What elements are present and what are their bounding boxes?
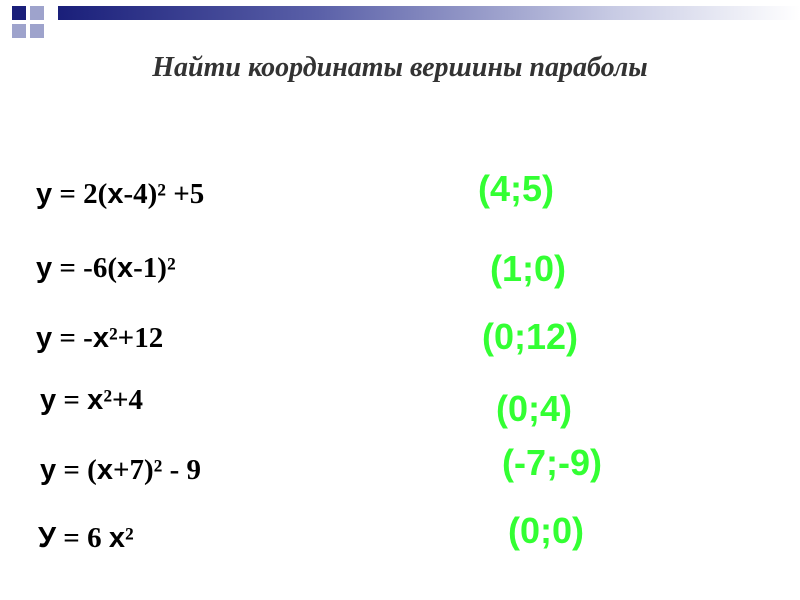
equation-part: +7)² - 9	[112, 454, 202, 486]
var-x: х	[87, 384, 104, 416]
equation-part: ²+4	[103, 384, 144, 416]
decor-gradient-bar	[58, 6, 800, 20]
answer-3: (0;12)	[482, 316, 579, 357]
equation-part: = 6	[56, 522, 109, 554]
answer-2: (1;0)	[490, 248, 567, 289]
equation-1	[36, 178, 204, 211]
equation-part: ²	[124, 522, 134, 554]
var-x: х	[108, 522, 125, 554]
equation-3	[36, 322, 163, 355]
equation-2	[36, 252, 176, 285]
equation-part: -4)² +5	[123, 178, 205, 210]
var-x: х	[92, 322, 109, 354]
equation-part: =	[56, 384, 88, 416]
var-y: у	[40, 384, 57, 416]
slide-decoration	[0, 0, 800, 48]
decor-square	[12, 6, 26, 20]
var-x: х	[107, 178, 124, 210]
var-y: у	[40, 454, 57, 486]
answer-1: (4;5)	[478, 168, 555, 209]
equation-6	[38, 522, 134, 555]
var-y: у	[36, 178, 53, 210]
var-x: х	[116, 252, 134, 284]
answer-4: (0;4)	[496, 388, 573, 429]
decor-square	[12, 24, 26, 38]
answer-5: (-7;-9)	[502, 442, 602, 483]
answer-6: (0;0)	[508, 510, 585, 551]
slide-title: Найти координаты вершины параболы	[152, 52, 648, 83]
decor-square	[30, 6, 44, 20]
var-y: у	[36, 322, 53, 354]
var-x: х	[96, 454, 113, 486]
equation-4	[40, 384, 143, 417]
equation-part: = (	[56, 454, 97, 486]
equation-part: ²+12	[108, 322, 164, 354]
decor-square	[30, 24, 44, 38]
var-y: У	[38, 522, 57, 554]
var-y: у	[36, 252, 53, 284]
equation-part: = -	[52, 322, 93, 354]
equation-part: -1)²	[133, 252, 176, 284]
equation-5	[40, 454, 201, 487]
equation-part: = 2(	[52, 178, 108, 210]
equation-part: = -6(	[52, 252, 117, 284]
